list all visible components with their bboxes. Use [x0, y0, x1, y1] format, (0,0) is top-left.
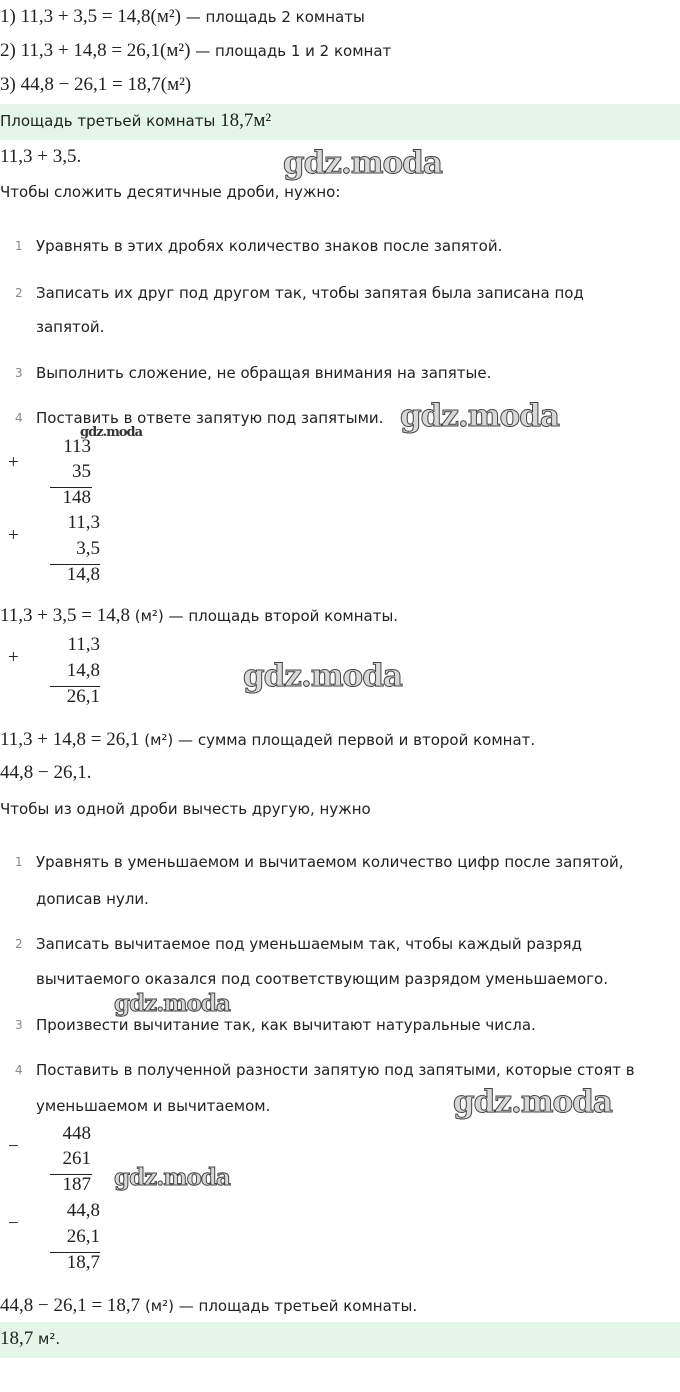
- result-text: Площадь третьей комнаты: [0, 112, 221, 130]
- column-subtraction-1: [8, 1123, 108, 1199]
- column-addition-1: [8, 436, 108, 512]
- answer-highlight: [0, 1322, 680, 1358]
- column-top: 11,3: [67, 512, 100, 533]
- rule-text-cont: уменьшаемом и вычитаемом.: [36, 1097, 271, 1115]
- solution-step-1: [0, 6, 365, 28]
- watermark: gdz.moda: [283, 145, 442, 181]
- column-result: 26,1: [66, 686, 100, 707]
- step-math: 3) 44,8 − 26,1 = 18,7(м²): [0, 74, 192, 95]
- addition-conclusion: [0, 605, 398, 627]
- addition-intro: Чтобы сложить десятичные дроби, нужно:: [0, 183, 341, 201]
- rule-text: Поставить в полученной разности запятую под запятыми, которые стоят в: [36, 1061, 635, 1079]
- column-addition-3: [8, 634, 108, 710]
- column-top: 11,3: [67, 634, 100, 655]
- watermark: gdz.moda: [80, 425, 143, 440]
- column-result: 187: [62, 1174, 91, 1195]
- result-line: [0, 110, 271, 132]
- rule-number: 3: [15, 366, 23, 380]
- subtraction-intro: Чтобы из одной дроби вычесть другую, нужно: [0, 800, 371, 818]
- rule-text-cont: вычитаемого оказался под соответствующим разрядом уменьшаемого.: [36, 970, 608, 988]
- answer-line: [0, 1328, 60, 1350]
- conclusion-math: 11,3 + 3,5 = 14,8: [0, 605, 130, 626]
- watermark: gdz.moda: [114, 990, 230, 1017]
- rule-text: Записать вычитаемое под уменьшаемым так, чтобы каждый разряд: [36, 935, 582, 953]
- operator: +: [8, 525, 19, 546]
- step-math: 1) 11,3 + 3,5 = 14,8(м²): [0, 6, 181, 27]
- rule-number: 2: [15, 286, 23, 300]
- column-addition-2: [8, 512, 108, 588]
- solution-step-3: [0, 74, 191, 96]
- column-result: 18,7: [66, 1252, 100, 1273]
- column-bottom: 3,5: [76, 538, 100, 559]
- rule-text: Поставить в ответе запятую под запятыми.: [36, 409, 384, 427]
- rule-number: 4: [15, 1063, 23, 1077]
- column-subtraction-2: [8, 1200, 108, 1276]
- rule-text-cont: дописав нули.: [36, 890, 149, 908]
- watermark: gdz.moda: [400, 398, 559, 434]
- rule-number: 4: [15, 411, 23, 425]
- solution-step-2: [0, 40, 391, 62]
- rule-text: Записать их друг под другом так, чтобы запятая была записана под: [36, 284, 584, 302]
- column-top: 448: [62, 1123, 91, 1144]
- operator: +: [8, 452, 19, 473]
- column-bottom: 261: [62, 1148, 91, 1169]
- rule-number: 1: [15, 855, 23, 869]
- column-bottom: 26,1: [66, 1226, 100, 1247]
- operator: −: [8, 1213, 19, 1234]
- column-top: 44,8: [66, 1200, 100, 1221]
- conclusion-text: (м²) — площадь второй комнаты.: [129, 607, 399, 625]
- conclusion-text: (м²) — сумма площадей первой и второй комнат.: [139, 731, 536, 749]
- subtraction-conclusion: [0, 1295, 417, 1317]
- watermark: gdz.moda: [453, 1084, 612, 1120]
- rule-text-cont: запятой.: [36, 318, 105, 336]
- subtraction-expression: 44,8 − 26,1.: [0, 762, 92, 783]
- column-result: 148: [62, 487, 91, 508]
- rule-text: Выполнить сложение, не обращая внимания на запятые.: [36, 364, 492, 382]
- step-math: 2) 11,3 + 14,8 = 26,1(м²): [0, 40, 191, 61]
- conclusion-math: 11,3 + 14,8 = 26,1: [0, 729, 140, 750]
- operator: +: [8, 647, 19, 668]
- step-text: — площадь 1 и 2 комнат: [190, 42, 392, 60]
- operator: −: [8, 1136, 19, 1157]
- column-bottom: 14,8: [66, 660, 100, 681]
- watermark: gdz.moda: [114, 1164, 230, 1191]
- rule-number: 3: [15, 1018, 23, 1032]
- answer-math: 18,7: [0, 1328, 34, 1349]
- answer-text: м².: [33, 1330, 61, 1348]
- step-text: — площадь 2 комнаты: [180, 8, 365, 26]
- column-top: 113: [63, 436, 91, 457]
- column-result: 14,8: [66, 564, 100, 585]
- rule-number: 2: [15, 937, 23, 951]
- addition-expression: 11,3 + 3,5.: [0, 146, 82, 167]
- watermark: gdz.moda: [243, 658, 402, 694]
- rule-number: 1: [15, 239, 23, 253]
- conclusion-math: 44,8 − 26,1 = 18,7: [0, 1295, 141, 1316]
- column-bottom: 35: [72, 461, 91, 482]
- conclusion-text: (м²) — площадь третьей комнаты.: [140, 1297, 418, 1315]
- rule-text: Уравнять в уменьшаемом и вычитаемом количество цифр после запятой,: [36, 853, 624, 871]
- result-math: 18,7м²: [220, 110, 272, 131]
- addition-conclusion-2: [0, 729, 535, 751]
- rule-text: Произвести вычитание так, как вычитают натуральные числа.: [36, 1016, 536, 1034]
- rule-text: Уравнять в этих дробях количество знаков после запятой.: [36, 237, 503, 255]
